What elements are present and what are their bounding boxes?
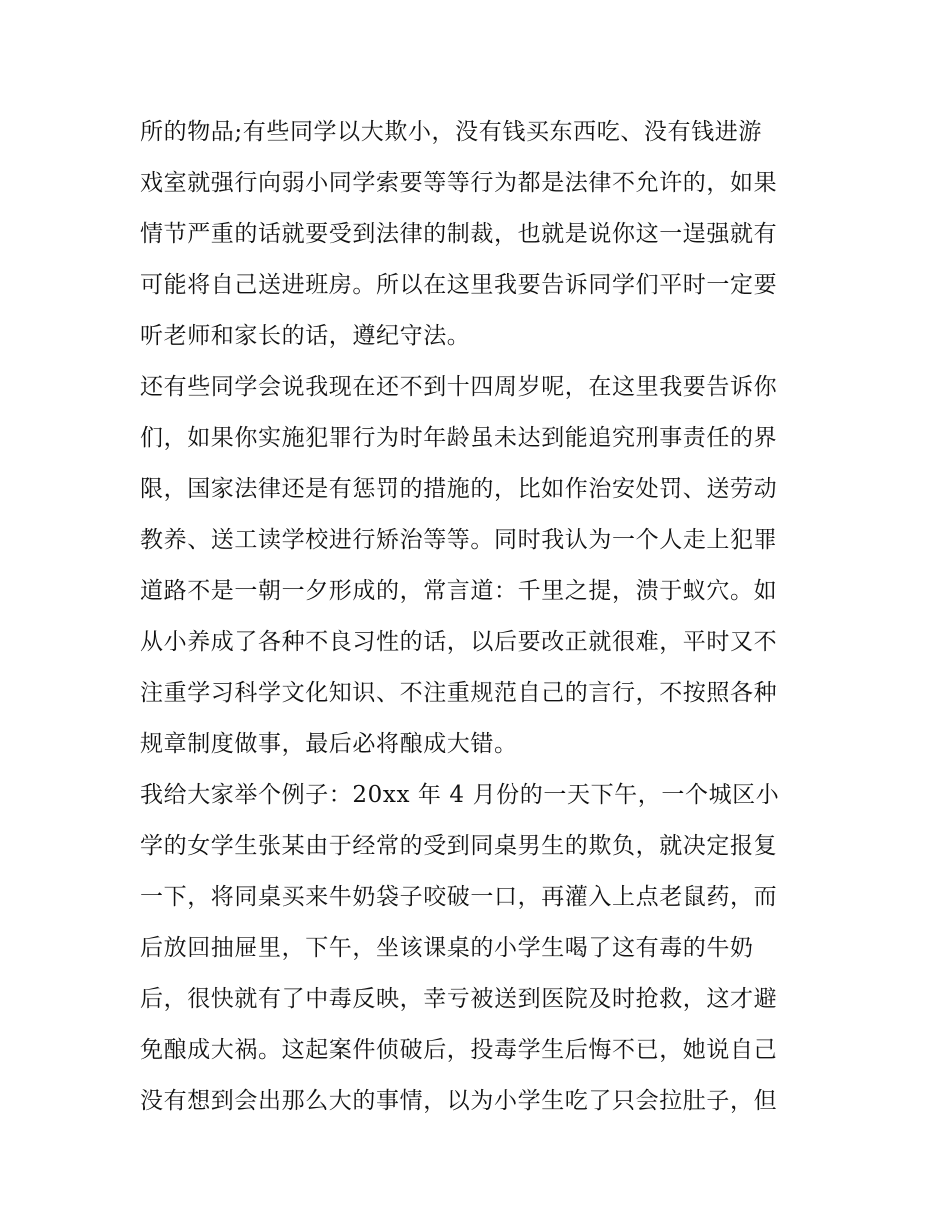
text-line: 情节严重的话就要受到法律的制裁，也就是说你这一逞强就有 (140, 221, 778, 247)
text-line: 们，如果你实施犯罪行为时年龄虽未达到能追究刑事责任的界 (140, 425, 778, 451)
text-line: 后，很快就有了中毒反映，幸亏被送到医院及时抢救，这才避 (140, 986, 778, 1012)
text-line: 从小养成了各种不良习性的话，以后要改正就很难，平时又不 (140, 629, 778, 655)
text-line: 限，国家法律还是有惩罚的措施的，比如作治安处罚、送劳动 (140, 476, 778, 502)
text-line: 免酿成大祸。这起案件侦破后，投毒学生后悔不已，她说自己 (140, 1037, 778, 1063)
text-line: 可能将自己送进班房。所以在这里我要告诉同学们平时一定要 (140, 272, 778, 298)
text-line: 后放回抽屉里，下午，坐该课桌的小学生喝了这有毒的牛奶 (140, 935, 754, 961)
text-line: 教养、送工读学校进行矫治等等。同时我认为一个人走上犯罪 (140, 527, 778, 553)
text-line: 道路不是一朝一夕形成的，常言道：千里之提，溃于蚁穴。如 (140, 578, 778, 604)
text-line: 学的女学生张某由于经常的受到同桌男生的欺负，就决定报复 (140, 833, 778, 859)
text-line: 注重学习科学文化知识、不注重规范自己的言行，不按照各种 (140, 680, 778, 706)
text-line: 我给大家举个例子：20xx 年 4 月份的一天下午，一个城区小 (140, 782, 780, 808)
text-line: 一下，将同桌买来牛奶袋子咬破一口，再灌入上点老鼠药，而 (140, 884, 778, 910)
text-line: 没有想到会出那么大的事情，以为小学生吃了只会拉肚子，但 (140, 1088, 778, 1114)
text-line: 所的物品;有些同学以大欺小，没有钱买东西吃、没有钱进游 (140, 119, 762, 145)
text-line: 规章制度做事，最后必将酿成大错。 (140, 731, 518, 757)
text-line: 还有些同学会说我现在还不到十四周岁呢，在这里我要告诉你 (140, 374, 778, 400)
body-text (140, 107, 820, 1127)
text-line: 听老师和家长的话，遵纪守法。 (140, 323, 471, 349)
text-line: 戏室就强行向弱小同学索要等等行为都是法律不允许的，如果 (140, 170, 778, 196)
